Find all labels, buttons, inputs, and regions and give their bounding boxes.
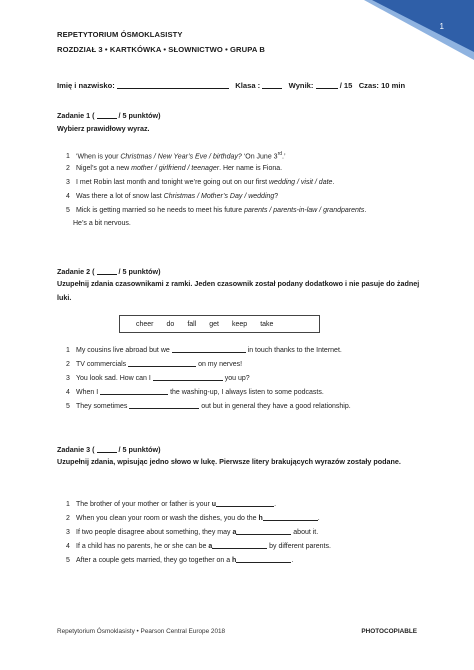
item-number: 1	[66, 347, 70, 354]
worksheet-subtitle: ROZDZIAŁ 3 • KARTKÓWKA • SŁOWNICTWO • GRUPA B	[57, 45, 265, 54]
task3-item-3	[66, 527, 318, 536]
task3-item-2	[66, 513, 320, 522]
item-number: 2	[66, 361, 70, 368]
word-cheer: cheer	[136, 320, 154, 328]
task2-item-3	[66, 373, 250, 382]
item-options: mother / girlfriend / teenager	[131, 165, 220, 172]
score-label: Wynik:	[288, 81, 314, 90]
task2-title-start: Zadanie 2 (	[57, 267, 95, 276]
item-text: When I	[76, 389, 101, 396]
task1-item-2[interactable]	[66, 165, 282, 172]
task2-item-4	[66, 387, 324, 396]
answer-blank[interactable]	[153, 373, 223, 381]
item-text: by different parents.	[267, 543, 331, 550]
task1-points-field[interactable]	[97, 110, 117, 119]
first-letter: h	[258, 515, 263, 522]
word-fall: fall	[187, 320, 197, 328]
item-options: wedding / visit / date	[269, 179, 333, 186]
task2-points-field[interactable]	[97, 266, 117, 275]
student-info-row	[57, 80, 405, 90]
task1-item-5[interactable]	[66, 207, 366, 214]
item-sup: rd	[277, 151, 283, 157]
item-text: ‘When is your	[76, 153, 121, 161]
task3-points-field[interactable]	[97, 444, 117, 453]
first-letter: h	[232, 557, 237, 564]
name-label: Imię i nazwisko:	[57, 81, 115, 90]
item-text: They sometimes	[76, 403, 130, 410]
item-text: ‘On June 3	[241, 153, 278, 161]
answer-blank[interactable]	[263, 513, 318, 521]
word-box	[119, 315, 320, 333]
corner-decoration	[364, 0, 474, 60]
item-number: 3	[66, 375, 70, 382]
class-label: Klasa :	[235, 81, 261, 90]
item-text: Nigel’s got a new	[76, 165, 132, 172]
task1-title-end: / 5 punktów)	[118, 111, 161, 120]
first-letter: a	[208, 543, 213, 550]
item-text: the washing-up, I always listen to some podcasts.	[168, 389, 324, 396]
task1-item-4[interactable]	[66, 193, 278, 200]
item-text: Was there a lot of snow last	[76, 193, 164, 200]
item-text: about it.	[291, 529, 319, 536]
item-text: If two people disagree about something, they may	[76, 529, 233, 536]
footer-photocopiable: PHOTOCOPIABLE	[361, 628, 417, 635]
item-text: ?	[274, 193, 279, 200]
word-get: get	[209, 320, 219, 328]
item-text: you up?	[222, 375, 250, 382]
item-text: on my nerves!	[196, 361, 243, 368]
item-number: 3	[66, 529, 70, 536]
task1-item-1[interactable]	[66, 151, 286, 160]
task2-item-1	[66, 345, 342, 354]
word-do: do	[166, 320, 175, 328]
item-number: 1	[66, 501, 70, 508]
item-text: When you clean your room or wash the dishes, you do the	[76, 515, 259, 522]
answer-blank[interactable]	[216, 499, 277, 508]
item-text: TV commercials	[76, 361, 129, 368]
answer-blank[interactable]	[172, 345, 246, 353]
worksheet-title: REPETYTORIUM ÓSMOKLASISTY	[57, 30, 183, 39]
item-text: .	[317, 515, 320, 522]
item-number: 3	[66, 179, 70, 186]
task1-instruction: Wybierz prawidłowy wyraz.	[57, 124, 150, 133]
task1-title	[57, 110, 160, 120]
task1-item-3[interactable]	[66, 179, 334, 186]
item-number: 4	[66, 543, 70, 550]
time-label: Czas: 10 min	[358, 81, 406, 90]
answer-blank[interactable]	[129, 401, 199, 409]
item-number: 5	[66, 403, 70, 410]
item-options: parents / parents-in-law / grandparents	[244, 207, 365, 214]
score-field[interactable]	[316, 80, 338, 89]
item-number: 2	[66, 165, 70, 172]
task3-title-start: Zadanie 3 (	[57, 445, 95, 454]
name-field[interactable]	[117, 80, 229, 89]
item-number: 5	[66, 557, 70, 564]
task2-title	[57, 266, 160, 276]
answer-blank[interactable]	[212, 541, 267, 549]
task2-item-5	[66, 401, 351, 410]
item-text: You look sad. How can I	[76, 375, 153, 382]
answer-blank[interactable]	[236, 555, 294, 564]
item-number: 2	[66, 515, 70, 522]
item-text: .	[364, 207, 367, 214]
item-text: I met Robin last month and tonight we’re going out on our first	[76, 179, 269, 186]
score-total: / 15	[339, 81, 353, 90]
item-text: My cousins live abroad but we	[76, 347, 172, 354]
item-text: .	[274, 501, 277, 508]
word-take: take	[260, 320, 274, 328]
item-text: .	[291, 557, 294, 564]
item-text: .’	[282, 153, 286, 161]
first-letter: u	[211, 501, 217, 508]
item-text: out but in general they have a good relationship.	[199, 403, 351, 410]
answer-blank[interactable]	[128, 359, 196, 367]
item-text: Mick is getting married so he needs to meet his future	[76, 207, 245, 214]
task3-title-end: / 5 punktów)	[118, 445, 161, 454]
item-number: 1	[66, 153, 70, 161]
task3-title	[57, 444, 160, 454]
task3-item-1	[66, 499, 276, 508]
item-text: The brother of your mother or father is your	[76, 501, 212, 508]
task2-title-end: / 5 punktów)	[118, 267, 161, 276]
item-options: Christmas / Mother’s Day / wedding	[163, 193, 275, 200]
first-letter: a	[232, 529, 237, 536]
item-text: . Her name is Fiona.	[219, 165, 283, 172]
page-number: 1	[439, 22, 444, 31]
answer-blank[interactable]	[100, 387, 168, 395]
item-number: 4	[66, 193, 70, 200]
footer-copyright: Repetytorium Ósmoklasisty • Pearson Central Europe 2018	[57, 628, 226, 635]
item-number: 5	[66, 207, 70, 214]
task3-item-4	[66, 541, 331, 550]
item-options: Christmas / New Year’s Eve / birthday?	[120, 153, 242, 161]
item-text: If a child has no parents, he or she can be	[76, 543, 209, 550]
item-text: After a couple gets married, they go together on a	[76, 557, 233, 564]
task3-instruction: Uzupełnij zdania, wpisując jedno słowo w lukę. Pierwsze litery brakujących wyrazów zostały podane.	[57, 457, 401, 466]
task1-title-start: Zadanie 1 (	[57, 111, 95, 120]
word-keep: keep	[232, 320, 248, 328]
task2-instruction: Uzupełnij zdania czasownikami z ramki. Jeden czasownik został podany dodatkowo i nie pasuje do żadnej luki.	[57, 279, 420, 302]
item-text: .	[332, 179, 335, 186]
item-text: in touch thanks to the Internet.	[245, 347, 342, 354]
task2-item-2	[66, 359, 242, 368]
item-number: 4	[66, 389, 70, 396]
answer-blank[interactable]	[236, 527, 291, 535]
task1-item-5-continuation: He’s a bit nervous.	[73, 220, 131, 227]
class-field[interactable]	[262, 80, 282, 89]
task3-item-5	[66, 555, 293, 564]
